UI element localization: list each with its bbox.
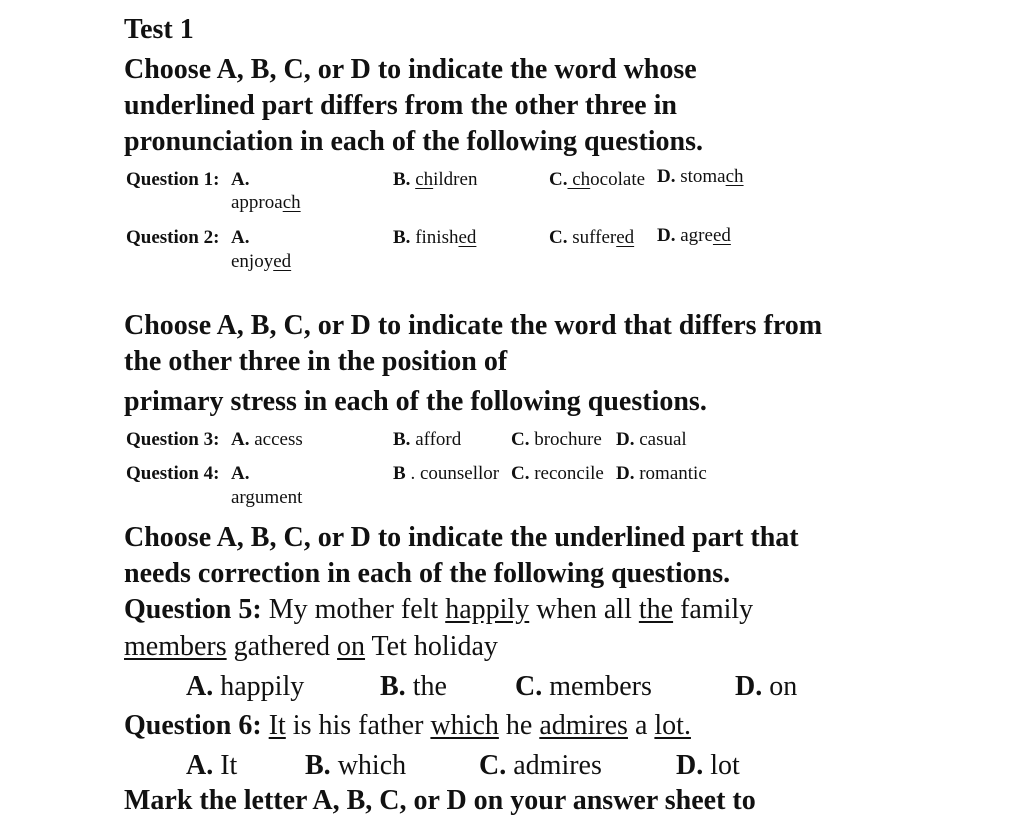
q6-option-c: C. admires xyxy=(479,750,602,781)
q5-option-b: B. the xyxy=(380,671,447,702)
instruction-line: the other three in the position of xyxy=(124,346,508,377)
q2-option-a-word: enjoyed xyxy=(231,251,292,272)
instruction-line: underlined part differs from the other three in xyxy=(124,90,677,121)
q4-option-a: A. xyxy=(231,463,250,484)
section1-instruction xyxy=(124,52,703,160)
q5-option-c: C. members xyxy=(515,671,652,702)
q4-option-c: C. reconcile xyxy=(511,463,604,484)
question-1-label: Question 1: xyxy=(126,169,220,190)
instruction-line: primary stress in each of the following questions. xyxy=(124,386,707,417)
page-title: Test 1 xyxy=(124,14,194,45)
q4-option-a-word: argument xyxy=(231,487,303,508)
q6-option-d: D. lot xyxy=(676,750,740,781)
q1-option-b: B. children xyxy=(393,169,478,190)
q3-option-a: A. access xyxy=(231,429,303,450)
q1-option-c: C. chocolate xyxy=(549,169,646,190)
q2-option-d: D. agreed xyxy=(657,225,731,246)
q4-option-b: B . counsellor xyxy=(393,463,500,484)
q2-option-a: A. xyxy=(231,227,250,248)
instruction-line: needs correction in each of the following questions. xyxy=(124,558,731,589)
instruction-line: Choose A, B, C, or D to indicate the word whose xyxy=(124,54,697,85)
instruction-line: pronunciation in each of the following questions. xyxy=(124,126,704,157)
q5-option-a: A. happily xyxy=(186,671,305,702)
question-5-text-cont: members gathered on Tet holiday xyxy=(124,631,498,662)
q2-option-b: B. finished xyxy=(393,227,477,248)
question-5-text: Question 5: My mother felt happily when all the family xyxy=(124,594,754,625)
question-3-label: Question 3: xyxy=(126,429,220,450)
q5-option-d: D. on xyxy=(735,671,798,702)
q1-option-a: A. xyxy=(231,169,250,190)
q4-option-d: D. romantic xyxy=(616,463,707,484)
instruction-line: Choose A, B, C, or D to indicate the word that differs from xyxy=(124,310,823,341)
q6-option-a: A. It xyxy=(186,750,238,781)
cut-off-instruction: Mark the letter A, B, C, or D on your answer sheet to xyxy=(124,785,756,816)
section3-instruction xyxy=(124,520,799,592)
q1-option-a-word: approach xyxy=(231,192,301,213)
question-4-label: Question 4: xyxy=(126,463,220,484)
instruction-line: Choose A, B, C, or D to indicate the underlined part that xyxy=(124,522,799,553)
q3-option-d: D. casual xyxy=(616,429,687,450)
q2-option-c: C. suffered xyxy=(549,227,635,248)
q3-option-b: B. afford xyxy=(393,429,462,450)
q1-option-d: D. stomach xyxy=(657,166,744,187)
question-2-label: Question 2: xyxy=(126,227,220,248)
q3-option-c: C. brochure xyxy=(511,429,602,450)
question-6-text: Question 6: It is his father which he admires a lot. xyxy=(124,710,691,741)
section2-instruction xyxy=(124,308,822,420)
q6-option-b: B. which xyxy=(305,750,407,781)
